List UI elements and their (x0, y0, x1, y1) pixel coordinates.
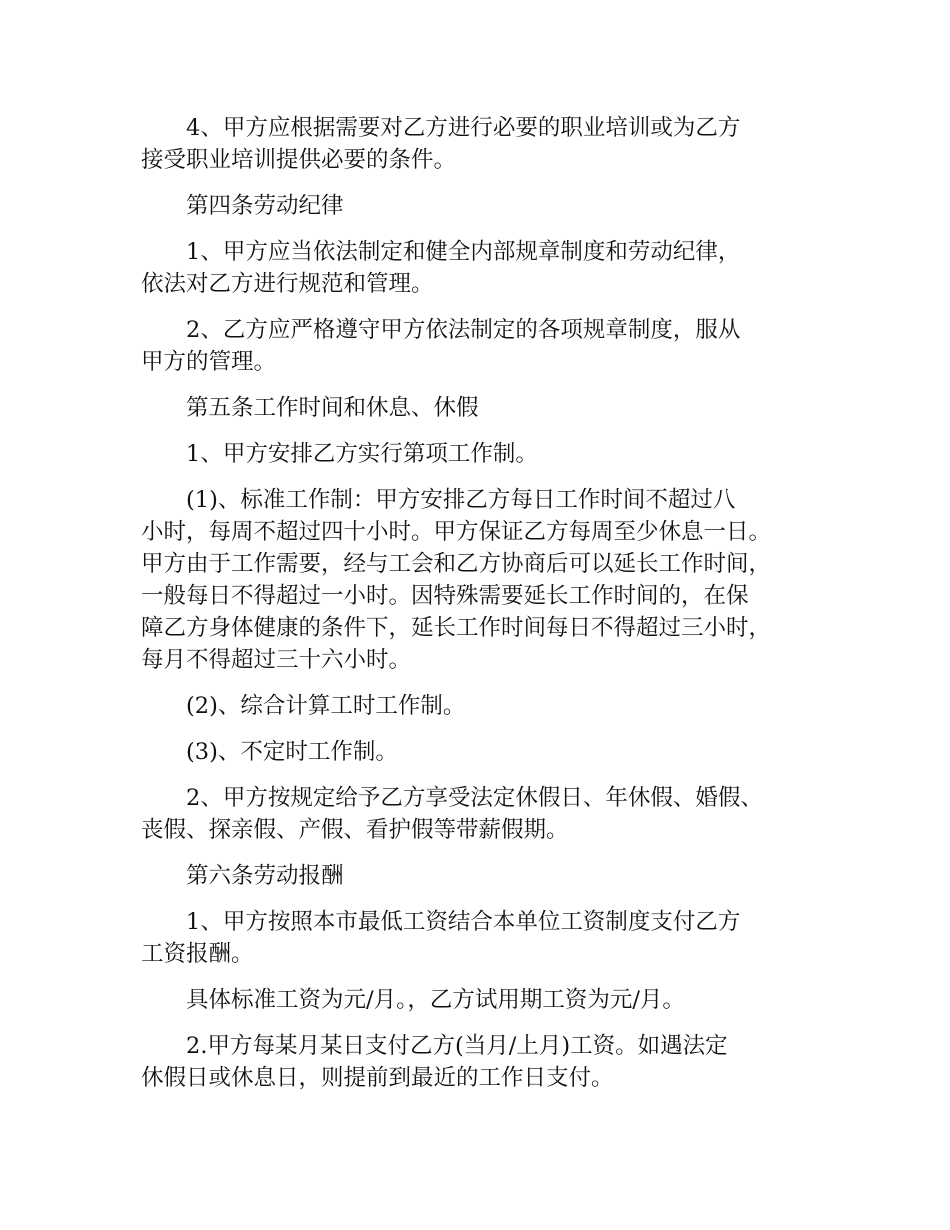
heading-article-5: 第五条工作时间和休息、休假 (186, 395, 479, 421)
heading-article-6: 第六条劳动报酬 (186, 863, 344, 889)
paragraph-comprehensive-hours: (2)、综合计算工时工作制。 (186, 693, 466, 719)
paragraph-payment-date: 2.甲方每某月某日支付乙方(当月/上月)工资。如遇法定 休假日或休息日，则提前到最近的工作日支付。 (141, 1033, 728, 1091)
paragraph-paid-leave: 2、甲方按规定给予乙方享受法定休假日、年休假、婚假、 丧假、探亲假、产假、看护假等带薪假期。 (141, 785, 763, 843)
paragraph-work-system: 1、甲方安排乙方实行第项工作制。 (186, 441, 538, 467)
paragraph-standard-hours: (1)、标准工作制：甲方安排乙方每日工作时间不超过八 小时，每周不超过四十小时。甲方保证乙方每周至少休息一日。 甲方由于工作需要，经与工会和乙方协商后可以延长工作时间， 一般每日不得超过一小时。因特殊需要延长工作时间的，在保 障乙方身体健康的条件下，延长工作时间每日不得超过三小时， 每月不得超过三十六小时。 (141, 487, 772, 673)
paragraph-flexible-hours: (3)、不定时工作制。 (186, 739, 398, 765)
document-body (141, 112, 831, 1108)
paragraph-training: 4、甲方应根据需要对乙方进行必要的职业培训或为乙方 接受职业培训提供必要的条件。 (141, 115, 741, 173)
paragraph-wage-basis: 1、甲方按照本市最低工资结合本单位工资制度支付乙方 工资报酬。 (141, 909, 741, 967)
paragraph-rules: 1、甲方应当依法制定和健全内部规章制度和劳动纪律， 依法对乙方进行规范和管理。 (141, 239, 741, 297)
paragraph-wage-standard: 具体标准工资为元/月。，乙方试用期工资为元/月。 (186, 987, 685, 1013)
paragraph-compliance: 2、乙方应严格遵守甲方依法制定的各项规章制度，服从 甲方的管理。 (141, 317, 741, 375)
heading-article-4: 第四条劳动纪律 (186, 193, 344, 219)
